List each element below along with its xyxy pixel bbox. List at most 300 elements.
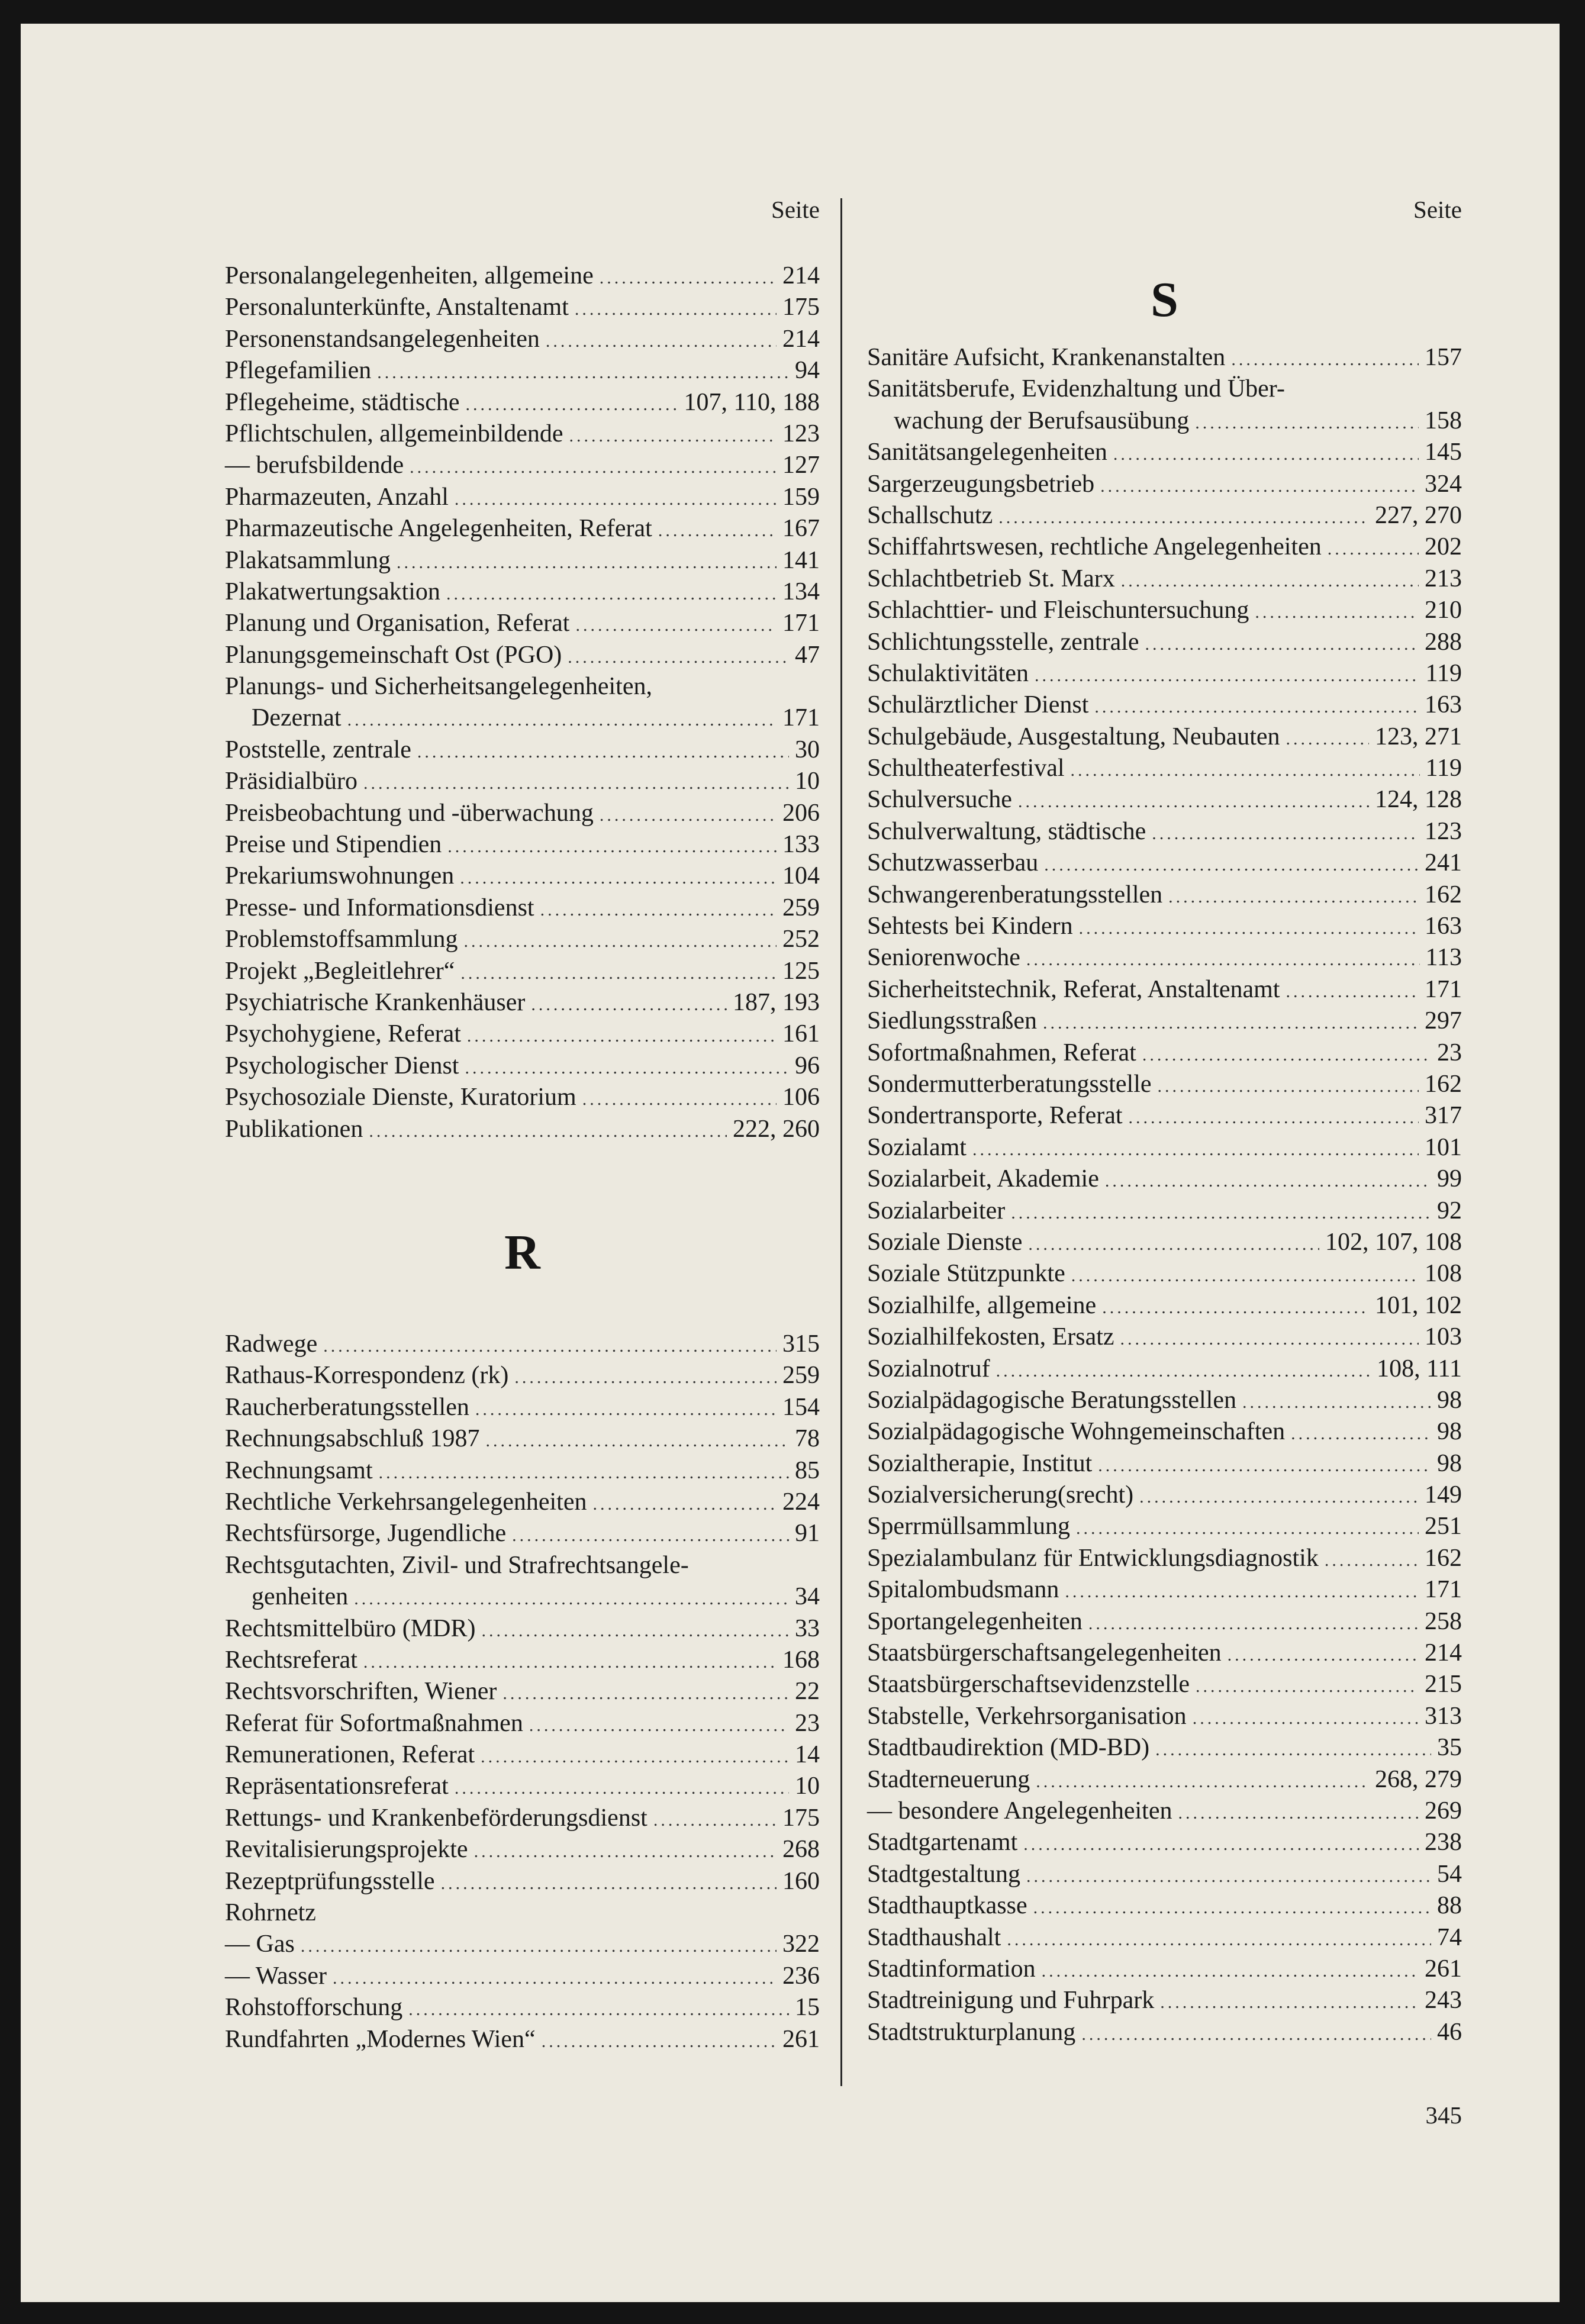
index-entry-label: Rohstofforschung [225, 1994, 403, 2022]
index-entry [867, 1480, 1462, 1511]
index-entry [225, 1392, 820, 1423]
index-entry-page: 104 [782, 862, 820, 890]
index-entry-label: Poststelle, zentrale [225, 736, 411, 763]
index-entry [867, 531, 1462, 563]
dot-leader [540, 894, 777, 926]
index-entry-page: 163 [1425, 913, 1462, 940]
index-entry-label: Schulgebäude, Ausgestaltung, Neubauten [867, 723, 1280, 750]
index-entry-page: 259 [782, 894, 820, 921]
dot-leader [1328, 533, 1419, 565]
index-entry-label: Rechtliche Verkehrsangelegenheiten [225, 1488, 587, 1516]
dot-leader [1076, 1513, 1419, 1544]
index-entry-label: — Wasser [225, 1962, 327, 1990]
index-entry-label: Stabstelle, Verkehrsorganisation [867, 1702, 1187, 1730]
index-entry-page: 241 [1425, 849, 1462, 877]
index-entry [867, 1132, 1462, 1163]
index-entry-label: Planungs- und Sicherheitsangelegenheiten, [225, 673, 652, 701]
index-entry-page: 322 [782, 1930, 820, 1958]
index-entry-label: Pflichtschulen, allgemeinbildende [225, 420, 563, 447]
section-letter-s: S [1151, 272, 1178, 327]
index-entry [225, 1581, 820, 1613]
index-entry-label: Schulaktivitäten [867, 659, 1029, 687]
index-entry-label: Präsidialbüro [225, 768, 357, 795]
index-page [21, 24, 1560, 2302]
dot-leader [1195, 407, 1419, 439]
index-entry-page: 171 [782, 610, 820, 637]
dot-leader [1113, 439, 1419, 470]
index-entry-label: Remunerationen, Referat [225, 1741, 475, 1769]
index-section-s [867, 342, 1462, 2048]
index-entry-page: 261 [1425, 1955, 1462, 1983]
index-entry-page: 98 [1437, 1418, 1462, 1446]
dot-leader [333, 1962, 777, 1994]
index-entry-label: Pharmazeutische Angelegenheiten, Referat [225, 515, 652, 543]
index-entry [867, 1258, 1462, 1290]
index-section-p [225, 260, 820, 1145]
index-entry-label: Stadtinformation [867, 1955, 1036, 1983]
index-entry [225, 1455, 820, 1487]
dot-leader [1286, 976, 1419, 1007]
dot-leader [600, 800, 777, 831]
index-entry-page: 98 [1437, 1449, 1462, 1477]
index-entry-page: 175 [782, 294, 820, 321]
index-entry-label: Plakatwertungsaktion [225, 578, 440, 605]
dot-leader [1044, 849, 1419, 881]
index-entry [867, 879, 1462, 911]
index-entry-page: 54 [1437, 1860, 1462, 1888]
index-entry-label: Presse- und Informationsdienst [225, 894, 534, 921]
dot-leader [1079, 913, 1419, 944]
index-entry-page: 34 [795, 1583, 820, 1611]
index-entry [225, 1739, 820, 1771]
dot-leader [1228, 1639, 1419, 1671]
dot-leader [1231, 344, 1419, 375]
index-entry-label: Raucherberatungsstellen [225, 1393, 469, 1421]
index-entry-page: 30 [795, 736, 820, 763]
index-entry [867, 689, 1462, 721]
dot-leader [1071, 755, 1420, 786]
dot-leader [1325, 1545, 1419, 1576]
index-entry-page: 202 [1425, 533, 1462, 561]
index-entry-page: 238 [1425, 1829, 1462, 1856]
dot-leader [1011, 1197, 1431, 1229]
dot-leader [1026, 944, 1420, 975]
index-entry-page: 134 [782, 578, 820, 605]
index-entry-label: Prekariumswohnungen [225, 862, 455, 890]
dot-leader [1291, 1418, 1431, 1449]
index-entry-page: 214 [1425, 1639, 1462, 1667]
index-entry [867, 1100, 1462, 1132]
index-entry-page: 313 [1425, 1702, 1462, 1730]
index-entry [225, 734, 820, 766]
index-entry-label: Rechnungsamt [225, 1456, 373, 1484]
dot-leader [460, 862, 777, 894]
index-entry-page: 167 [782, 515, 820, 543]
index-entry-label: Sportangelegenheiten [867, 1607, 1083, 1635]
index-entry [867, 816, 1462, 847]
dot-leader [1105, 1165, 1431, 1197]
index-entry [867, 1227, 1462, 1258]
dot-leader [1071, 1260, 1419, 1291]
index-entry [867, 1321, 1462, 1353]
page-number: 345 [1425, 2101, 1462, 2129]
index-entry-label: Radwege [225, 1330, 318, 1358]
index-entry-page: 213 [1425, 565, 1462, 592]
dot-leader [323, 1330, 777, 1362]
dot-leader [363, 768, 789, 799]
index-entry [225, 924, 820, 955]
index-entry-label: Spitalombudsmann [867, 1576, 1059, 1604]
index-entry-page: 288 [1425, 628, 1462, 656]
index-entry-page: 119 [1425, 659, 1462, 687]
index-entry [225, 1360, 820, 1391]
dot-leader [455, 484, 777, 515]
dot-leader [1286, 723, 1369, 755]
index-entry [225, 671, 820, 702]
index-entry-page: 74 [1437, 1923, 1462, 1951]
dot-leader [653, 1804, 777, 1836]
index-entry-label: Repräsentationsreferat [225, 1772, 449, 1800]
dot-leader [1129, 1102, 1419, 1133]
index-entry [867, 1069, 1462, 1100]
dot-leader [347, 704, 777, 736]
index-entry-label: Spezialambulanz für Entwicklungsdiagnostik [867, 1544, 1319, 1572]
index-entry-label: Sperrmüllsammlung [867, 1513, 1070, 1540]
index-entry [867, 847, 1462, 879]
index-entry-label: Sozialpädagogische Beratungsstellen [867, 1386, 1236, 1414]
index-entry [225, 987, 820, 1018]
index-entry-page: 158 [1425, 407, 1462, 434]
index-entry-page: 160 [782, 1867, 820, 1895]
index-entry-page: 214 [782, 325, 820, 353]
index-entry-label: Seniorenwoche [867, 944, 1020, 972]
index-entry-page: 101, 102 [1375, 1291, 1462, 1319]
dot-leader [379, 1457, 789, 1488]
index-entry [225, 260, 820, 292]
dot-leader [592, 1488, 777, 1520]
index-entry-label: Sanitätsangelegenheiten [867, 439, 1107, 466]
index-entry-page: 10 [795, 1772, 820, 1800]
dot-leader [998, 502, 1369, 533]
dot-leader [1142, 1039, 1431, 1071]
index-entry-page: 187, 193 [733, 988, 820, 1016]
index-entry [225, 766, 820, 797]
index-entry [225, 1929, 820, 1960]
dot-leader [972, 1134, 1419, 1165]
index-entry-page: 92 [1437, 1197, 1462, 1224]
dot-leader [363, 1646, 777, 1678]
index-entry [225, 576, 820, 608]
index-entry-label: Sozialamt [867, 1133, 967, 1161]
index-entry-label: Publikationen [225, 1115, 363, 1143]
index-entry-page: 214 [782, 262, 820, 289]
index-entry-label: Rettungs- und Krankenbeförderungsdienst [225, 1804, 647, 1832]
index-entry-page: 324 [1425, 470, 1462, 498]
index-entry [867, 1290, 1462, 1321]
index-entry [867, 1511, 1462, 1542]
dot-leader [1036, 1766, 1369, 1797]
index-entry [225, 1082, 820, 1113]
index-entry-page: 35 [1437, 1734, 1462, 1762]
index-entry-label: Soziale Dienste [867, 1228, 1023, 1256]
index-entry-page: 163 [1425, 691, 1462, 719]
dot-leader [1193, 1703, 1419, 1734]
index-entry [867, 1827, 1462, 1858]
index-entry-label: Stadtgestaltung [867, 1860, 1020, 1888]
dot-leader [485, 1425, 789, 1456]
index-entry [867, 753, 1462, 784]
index-entry-page: 224 [782, 1488, 820, 1516]
index-entry-label: Personalangelegenheiten, allgemeine [225, 262, 594, 289]
index-entry-label: Problemstoffsammlung [225, 926, 458, 953]
column-header-seite-right: Seite [1413, 196, 1462, 223]
dot-leader [1242, 1387, 1431, 1418]
index-entry-label: Sicherheitstechnik, Referat, Anstaltenamt [867, 975, 1280, 1003]
index-entry-label: Sondermutterberatungsstelle [867, 1070, 1152, 1098]
index-entry [867, 373, 1462, 405]
dot-leader [1168, 881, 1419, 913]
index-entry-label: Sozialversicherung(srecht) [867, 1481, 1134, 1509]
index-entry [225, 702, 820, 734]
index-entry-page: 162 [1425, 1070, 1462, 1098]
index-entry-label: Preisbeobachtung und -überwachung [225, 799, 594, 827]
index-entry-label: Sozialarbeit, Akademie [867, 1165, 1099, 1193]
dot-leader [1065, 1576, 1419, 1607]
index-entry-label: Pflegeheime, städtische [225, 388, 460, 416]
index-entry [867, 1543, 1462, 1574]
index-entry [225, 1866, 820, 1897]
dot-leader [481, 1741, 789, 1772]
dot-leader [1026, 1861, 1431, 1892]
index-entry-page: 23 [795, 1709, 820, 1737]
index-entry [867, 595, 1462, 626]
index-entry-label: Sondertransporte, Referat [867, 1102, 1123, 1130]
index-entry-page: 210 [1425, 597, 1462, 624]
index-entry [867, 1195, 1462, 1227]
dot-leader [531, 989, 727, 1020]
index-entry-label: Sanitäre Aufsicht, Krankenanstalten [867, 344, 1226, 371]
index-entry [867, 942, 1462, 974]
index-entry-label: Psychohygiene, Referat [225, 1020, 461, 1048]
dot-leader [447, 831, 777, 862]
index-entry [225, 355, 820, 386]
dot-leader [502, 1678, 789, 1709]
index-entry-page: 154 [782, 1393, 820, 1421]
index-entry-label: Personenstandsangelegenheiten [225, 325, 540, 353]
index-entry [225, 292, 820, 323]
dot-leader [600, 262, 777, 294]
index-entry-label: Siedlungsstraßen [867, 1007, 1037, 1035]
index-entry-label: Projekt „Begleitlehrer“ [225, 957, 455, 985]
index-entry [225, 1803, 820, 1834]
dot-leader [514, 1362, 777, 1393]
index-entry-label: Rathaus-Korrespondenz (rk) [225, 1362, 509, 1390]
dot-leader [446, 578, 777, 610]
index-entry-label: Staatsbürgerschaftsangelegenheiten [867, 1639, 1222, 1667]
index-entry-label: Rundfahrten „Modernes Wien“ [225, 2025, 536, 2053]
dot-leader [1155, 1734, 1431, 1765]
index-entry [225, 1487, 820, 1518]
index-entry-page: 258 [1425, 1607, 1462, 1635]
index-entry [225, 513, 820, 544]
index-entry [225, 450, 820, 481]
index-entry-label: Stadtreinigung und Fuhrpark [867, 1987, 1155, 2014]
index-entry [225, 860, 820, 892]
index-entry-label: Pflegefamilien [225, 357, 372, 385]
dot-leader [1081, 2019, 1431, 2050]
dot-leader [512, 1520, 789, 1551]
dot-leader [1255, 597, 1419, 628]
index-entry-page: 47 [795, 641, 820, 669]
dot-leader [1094, 691, 1419, 723]
index-entry [225, 418, 820, 450]
index-entry-label: Stadthaushalt [867, 1923, 1001, 1951]
index-entry-page: 297 [1425, 1007, 1462, 1035]
index-entry [225, 1708, 820, 1739]
index-entry-page: 14 [795, 1741, 820, 1769]
index-entry [867, 1163, 1462, 1195]
dot-leader [475, 1394, 777, 1425]
index-entry-page: 252 [782, 926, 820, 953]
index-entry [867, 1954, 1462, 1985]
index-entry-label: Sanitätsberufe, Evidenzhaltung und Über- [867, 375, 1285, 403]
index-entry [867, 1764, 1462, 1796]
index-entry-label: — Gas [225, 1930, 295, 1958]
dot-leader [569, 420, 777, 452]
index-entry-label: Schlachtbetrieb St. Marx [867, 565, 1115, 592]
index-entry-page: 113 [1425, 944, 1462, 972]
index-entry-page: 123, 271 [1375, 723, 1462, 750]
dot-leader [408, 1994, 789, 2025]
index-entry [225, 956, 820, 987]
index-entry-label: Sozialpädagogische Wohngemeinschaften [867, 1418, 1286, 1446]
index-entry [225, 829, 820, 860]
dot-leader [1160, 1987, 1419, 2018]
index-entry-label: Staatsbürgerschaftsevidenzstelle [867, 1671, 1190, 1698]
index-entry-label: Referat für Sofortmaßnahmen [225, 1709, 523, 1737]
index-entry-label: Stadtbaudirektion (MD-BD) [867, 1734, 1150, 1762]
index-entry [867, 1574, 1462, 1606]
index-entry-page: 157 [1425, 344, 1462, 371]
index-entry-page: 33 [795, 1614, 820, 1642]
index-entry-label: Soziale Stützpunkte [867, 1260, 1065, 1288]
index-entry [867, 1732, 1462, 1764]
dot-leader [466, 389, 678, 420]
index-entry-page: 123 [782, 420, 820, 447]
dot-leader [996, 1355, 1371, 1387]
index-entry [867, 2017, 1462, 2048]
index-entry [867, 784, 1462, 816]
index-entry [225, 1897, 820, 1929]
index-entry-page: 108 [1425, 1260, 1462, 1288]
index-entry-page: 168 [782, 1646, 820, 1674]
index-entry [867, 974, 1462, 1005]
index-entry [225, 545, 820, 576]
dot-leader [397, 547, 777, 578]
dot-leader [575, 610, 777, 641]
index-entry-label: Rezeptprüfungsstelle [225, 1867, 435, 1895]
index-entry-label: Schutzwasserbau [867, 849, 1039, 877]
dot-leader [410, 452, 777, 483]
index-entry [225, 798, 820, 829]
index-entry-page: 88 [1437, 1892, 1462, 1920]
dot-leader [1023, 1829, 1419, 1860]
index-entry-label: Psychologischer Dienst [225, 1052, 459, 1079]
index-entry [867, 405, 1462, 437]
index-entry [867, 911, 1462, 942]
index-entry-page: 171 [1425, 975, 1462, 1003]
index-entry-label: Sehtests bei Kindern [867, 913, 1073, 940]
index-entry-label: Stadtstrukturplanung [867, 2018, 1076, 2046]
index-entry [867, 1985, 1462, 2016]
index-entry-page: 106 [782, 1084, 820, 1111]
index-entry [225, 1050, 820, 1082]
index-entry-label: Sofortmaßnahmen, Referat [867, 1039, 1136, 1066]
index-entry-page: 251 [1425, 1513, 1462, 1540]
index-entry-page: 123 [1425, 817, 1462, 845]
index-entry-page: 94 [795, 357, 820, 385]
index-entry [867, 500, 1462, 531]
index-entry [225, 1676, 820, 1707]
index-entry [867, 1669, 1462, 1700]
index-entry-page: 127 [782, 452, 820, 479]
dot-leader [377, 357, 789, 388]
index-entry-page: 10 [795, 768, 820, 795]
index-entry-label: Sargerzeugungsbetrieb [867, 470, 1095, 498]
dot-leader [1145, 628, 1419, 660]
index-section-r [225, 1329, 820, 2055]
index-entry-page: 23 [1437, 1039, 1462, 1066]
index-entry-page: 215 [1425, 1671, 1462, 1698]
dot-leader [467, 1020, 777, 1052]
index-entry [867, 1859, 1462, 1890]
dot-leader [1098, 1450, 1431, 1481]
index-entry-label: Schallschutz [867, 501, 993, 529]
index-entry [867, 1353, 1462, 1385]
index-entry-page: 317 [1425, 1102, 1462, 1130]
dot-leader [575, 294, 777, 325]
index-entry [225, 1018, 820, 1050]
dot-leader [1178, 1797, 1419, 1829]
index-entry-page: 243 [1425, 1987, 1462, 2014]
dot-leader [1139, 1481, 1419, 1513]
index-entry [225, 1114, 820, 1145]
index-entry-label: Psychosoziale Dienste, Kuratorium [225, 1084, 576, 1111]
dot-leader [474, 1836, 777, 1867]
index-entry-page: 108, 111 [1377, 1355, 1462, 1382]
index-entry-label: Sozialhilfe, allgemeine [867, 1291, 1097, 1319]
dot-leader [568, 642, 789, 673]
dot-leader [1120, 1323, 1419, 1355]
index-entry [867, 1638, 1462, 1669]
index-entry-label: genheiten [252, 1583, 349, 1611]
index-entry-page: 91 [795, 1520, 820, 1548]
dot-leader [354, 1583, 789, 1614]
dot-leader [529, 1710, 789, 1741]
index-entry [225, 482, 820, 513]
index-entry-label: Schlichtungsstelle, zentrale [867, 628, 1139, 656]
index-entry-page: 171 [782, 704, 820, 732]
dot-leader [1100, 470, 1419, 502]
index-entry [225, 387, 820, 418]
dot-leader [1018, 786, 1369, 817]
dot-leader [1121, 565, 1419, 597]
index-entry-page: 149 [1425, 1481, 1462, 1509]
dot-leader [481, 1615, 789, 1646]
index-entry-page: 259 [782, 1362, 820, 1390]
index-entry-page: 268, 279 [1375, 1765, 1462, 1793]
index-entry [867, 721, 1462, 753]
